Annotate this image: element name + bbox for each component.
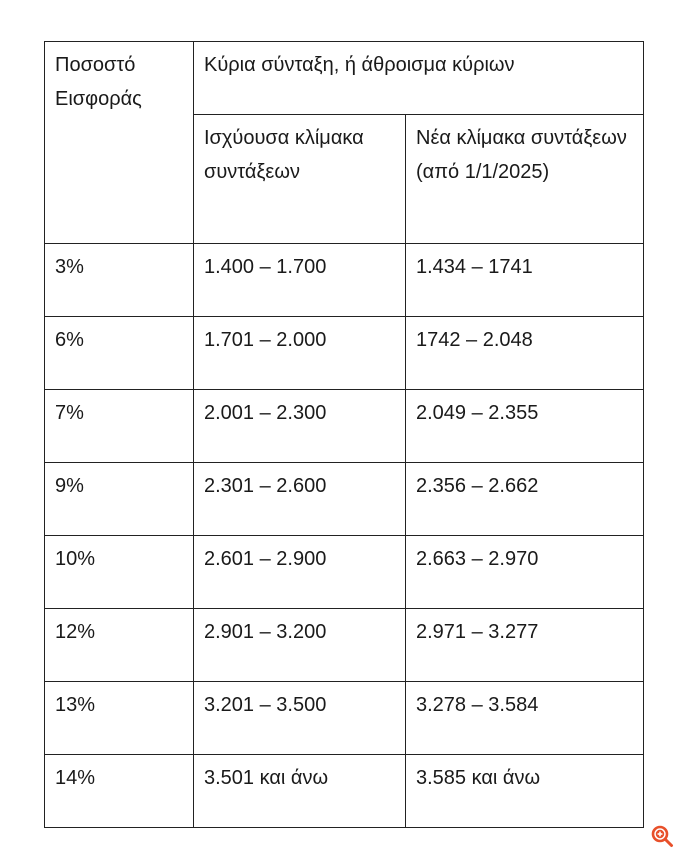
table-row: [45, 682, 644, 755]
current-scale-cell: 2.301 – 2.600: [194, 463, 406, 536]
new-scale-cell: 2.971 – 3.277: [406, 609, 644, 682]
rate-cell: 10%: [45, 536, 194, 609]
pension-contribution-table: [44, 41, 644, 828]
rate-cell: 9%: [45, 463, 194, 536]
table-row: [45, 317, 644, 390]
new-scale-cell: 1742 – 2.048: [406, 317, 644, 390]
header-group: Κύρια σύνταξη, ή άθροισμα κύριων: [194, 42, 644, 115]
rate-cell: 3%: [45, 244, 194, 317]
current-scale-cell: 3.201 – 3.500: [194, 682, 406, 755]
new-scale-cell: 2.663 – 2.970: [406, 536, 644, 609]
header-new-scale: Νέα κλίμακα συντάξεων (από 1/1/2025): [406, 115, 644, 244]
header-current-scale: Ισχύουσα κλίμακα συντάξεων: [194, 115, 406, 244]
current-scale-cell: 1.701 – 2.000: [194, 317, 406, 390]
rate-cell: 14%: [45, 755, 194, 828]
current-scale-cell: 2.901 – 3.200: [194, 609, 406, 682]
new-scale-cell: 3.278 – 3.584: [406, 682, 644, 755]
table-row: [45, 390, 644, 463]
zoom-in-icon: [650, 824, 674, 848]
rate-cell: 13%: [45, 682, 194, 755]
new-scale-cell: 2.049 – 2.355: [406, 390, 644, 463]
table-row: [45, 463, 644, 536]
current-scale-cell: 2.601 – 2.900: [194, 536, 406, 609]
table-row: [45, 536, 644, 609]
rate-cell: 12%: [45, 609, 194, 682]
header-row-1: [45, 42, 644, 115]
zoom-in-button[interactable]: [650, 824, 674, 848]
table-row: [45, 244, 644, 317]
new-scale-cell: 3.585 και άνω: [406, 755, 644, 828]
current-scale-cell: 2.001 – 2.300: [194, 390, 406, 463]
rate-cell: 6%: [45, 317, 194, 390]
current-scale-cell: 1.400 – 1.700: [194, 244, 406, 317]
current-scale-cell: 3.501 και άνω: [194, 755, 406, 828]
new-scale-cell: 1.434 – 1741: [406, 244, 644, 317]
table-row: [45, 755, 644, 828]
rate-cell: 7%: [45, 390, 194, 463]
new-scale-cell: 2.356 – 2.662: [406, 463, 644, 536]
table-row: [45, 609, 644, 682]
header-rate: Ποσοστό Εισφοράς: [45, 42, 194, 244]
